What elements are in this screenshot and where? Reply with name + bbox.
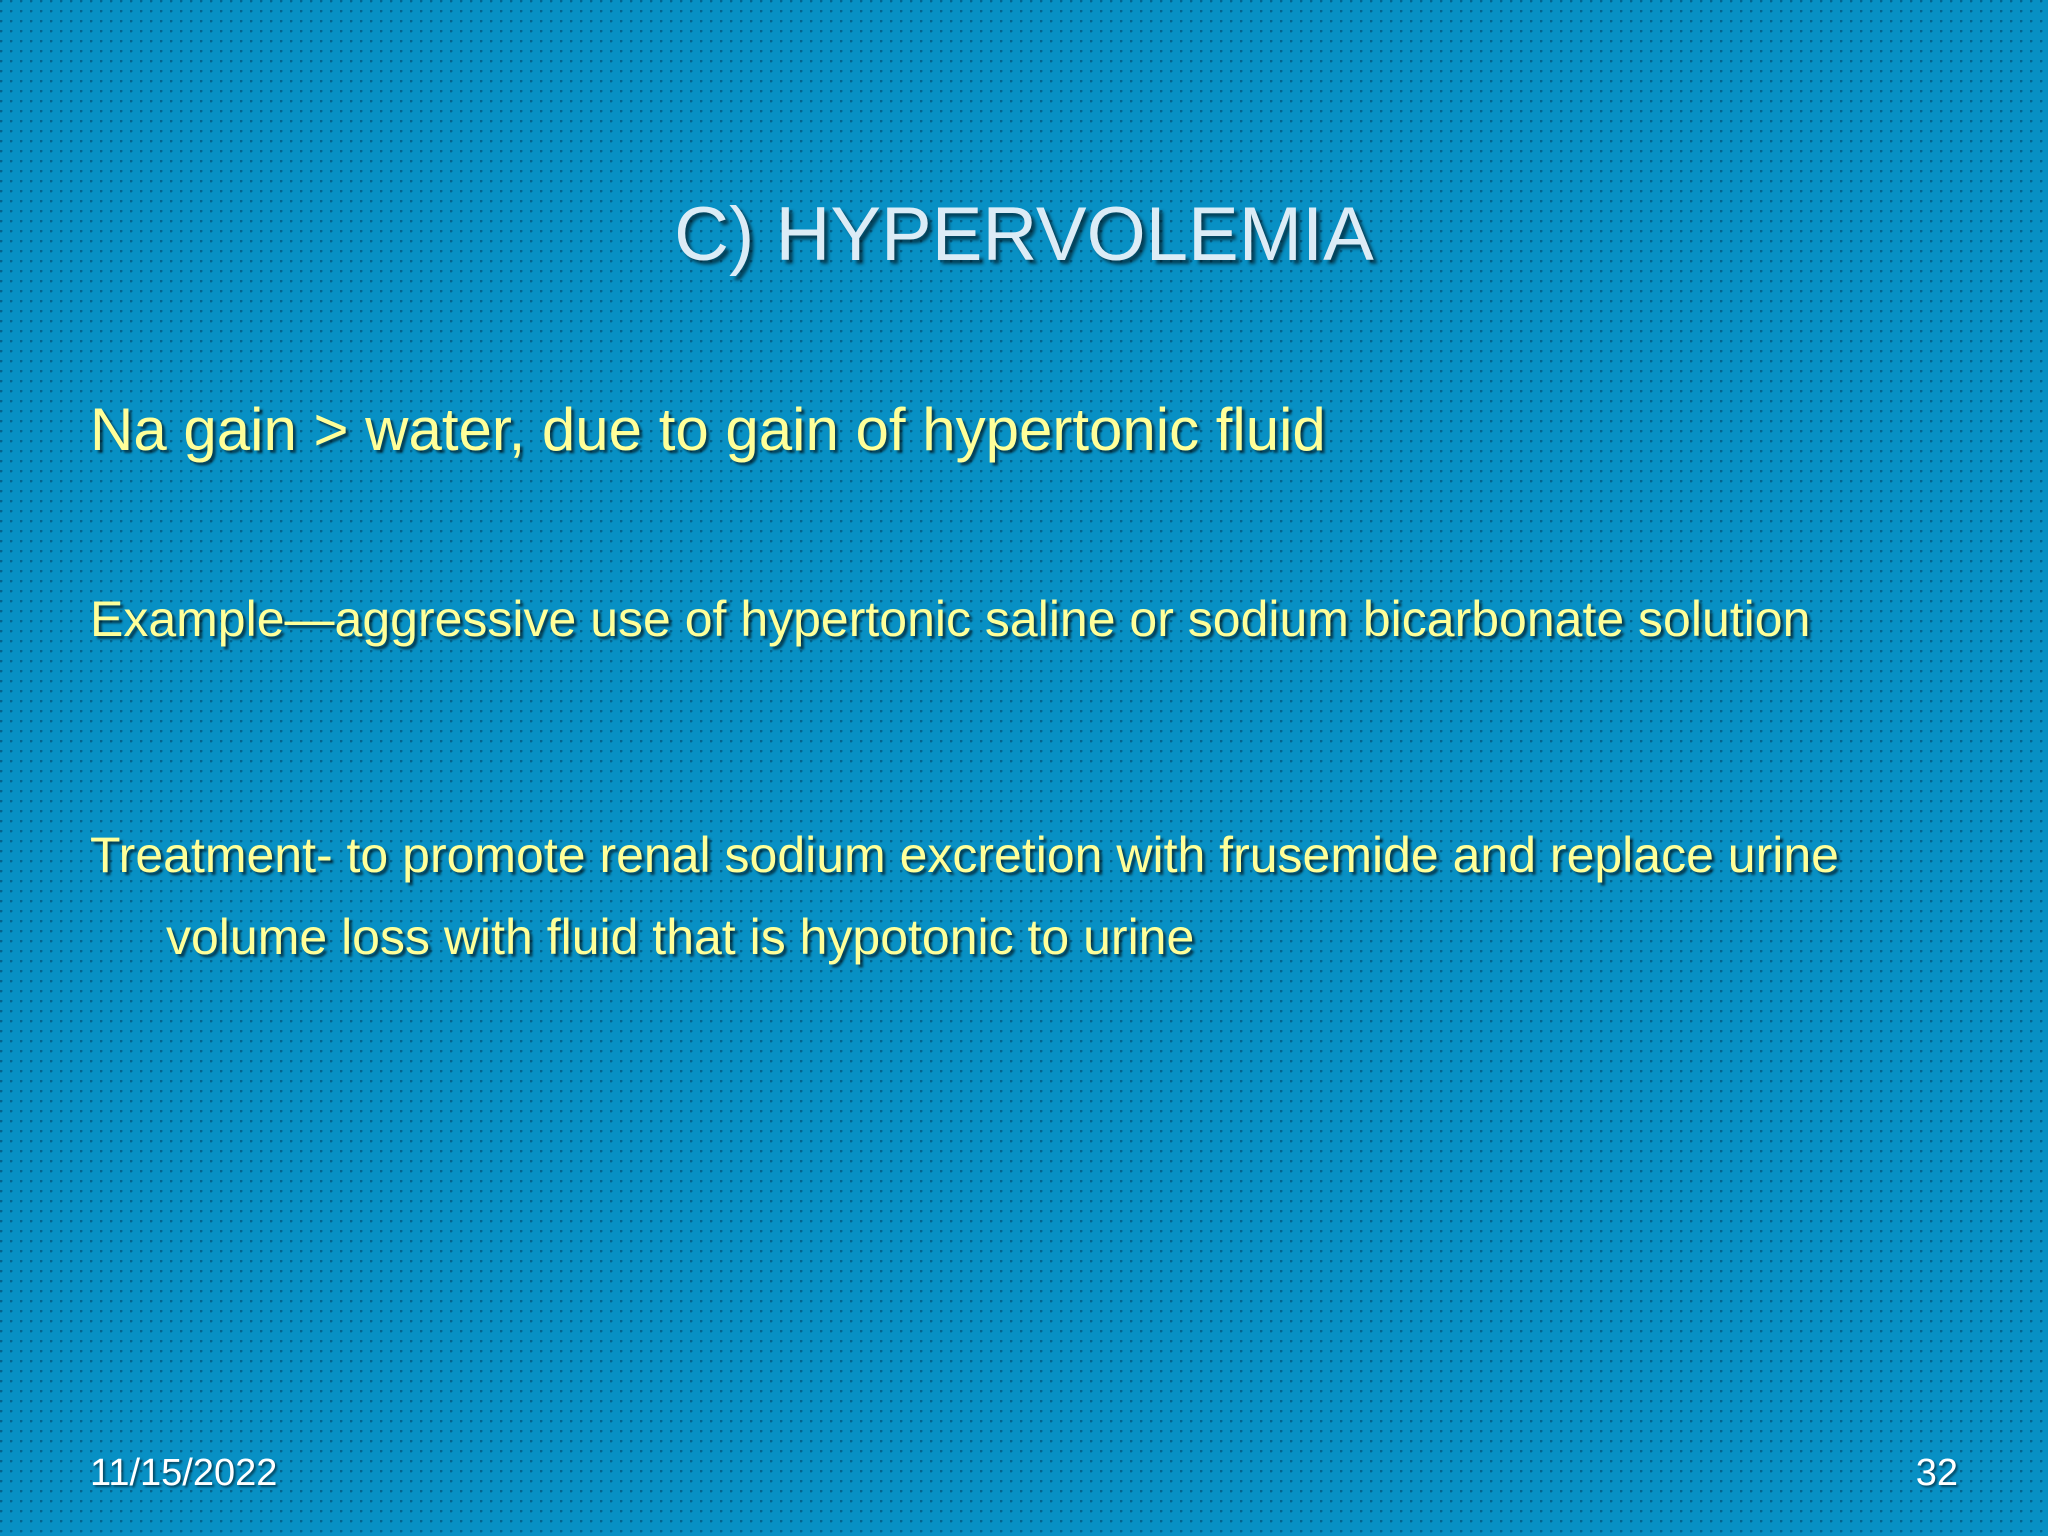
body-paragraph-treatment: Treatment- to promote renal sodium excretion with frusemide and replace urine volume loss with fluid that is hypotonic to urine (90, 827, 1839, 965)
footer-page-number: 32 (1915, 1452, 1958, 1494)
body-paragraph-na-gain: Na gain > water, due to gain of hypertonic fluid (90, 396, 1326, 463)
slide-title: C) HYPERVOLEMIA (674, 192, 1374, 277)
body-paragraph-example: Example—aggressive use of hypertonic saline or sodium bicarbonate solution (90, 591, 1811, 647)
footer-date: 11/15/2022 (90, 1452, 278, 1494)
